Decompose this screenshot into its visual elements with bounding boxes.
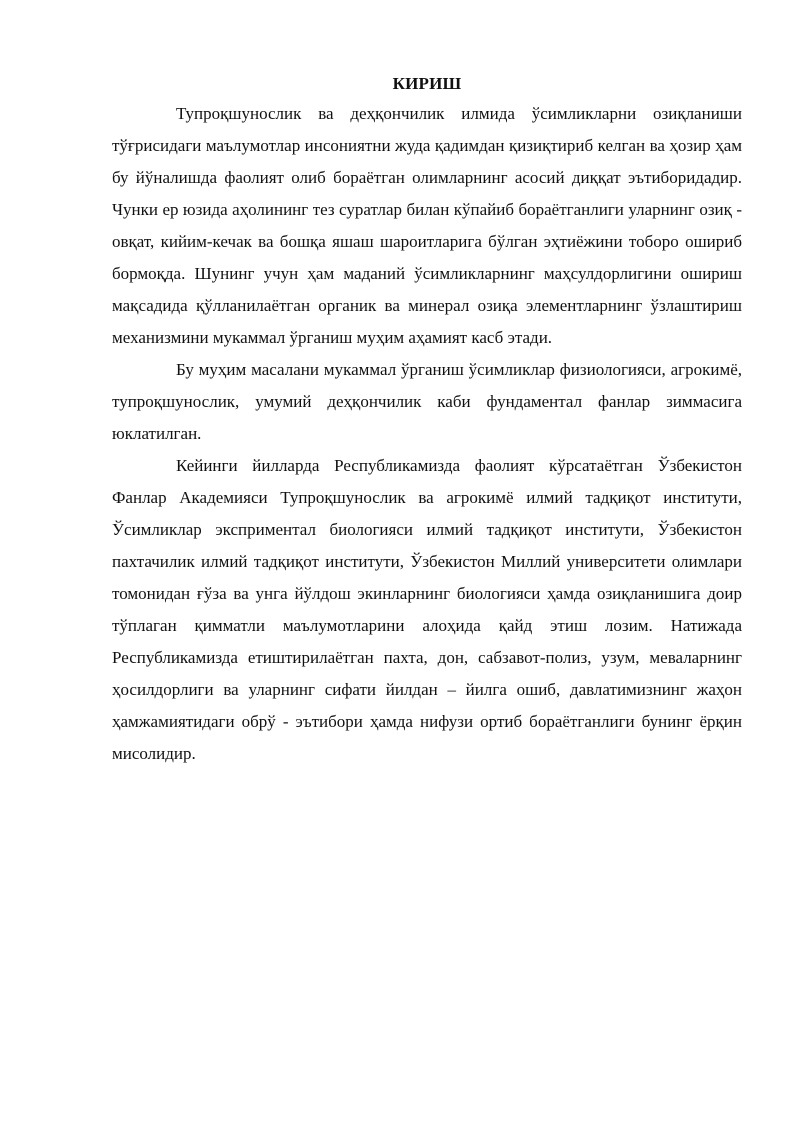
paragraph-2: Бу муҳим масалани мукаммал ўрганиш ўсимликлар физиологияси, агрокимё, тупроқшунослик, умумий деҳқончилик каби фундаментал фанлар зиммасига юклатилган. (112, 360, 742, 443)
document-title: КИРИШ (392, 74, 462, 93)
paragraph-3: Кейинги йилларда Республикамизда фаолият кўрсатаётган Ўзбекистон Фанлар Академияси Тупроқшунослик ва агрокимё илмий тадқиқот институти, Ўсимликлар эксприментал биологияси илмий тадқиқот институти, Ўзбекистон пахтачилик илмий тадқиқот институти, Ўзбекистон Миллий университети олимлари томонидан ғўза ва унга йўлдош экинларнинг биологияси ҳамда озиқланишига доир тўплаган қимматли маълумотларини алоҳида қайд этиш лозим. Натижада Республикамизда етиштирилаётган пахта, дон, сабзавот-полиз, узум, меваларнинг ҳосилдорлиги ва уларнинг сифати йилдан – йилга ошиб, давлатимизнинг жаҳон ҳамжамиятидаги обрў - эътибори ҳамда нифузи ортиб бораётганлиги бунинг ёрқин мисолидир. (112, 456, 742, 763)
paragraph-1: Тупроқшунослик ва деҳқончилик илмида ўсимликларни озиқланиши тўғрисидаги маълумотлар инсониятни жуда қадимдан қизиқтириб келган ва ҳозир ҳам бу йўналишда фаолият олиб бораётган олимларнинг асосий диққат эътиборидадир. Чунки ер юзида аҳолининг тез суратлар билан кўпайиб бораётганлиги уларнинг озиқ - овқат, кийим-кечак ва бошқа яшаш шароитларига бўлган эҳтиёжини тоборо ошириб бормоқда. Шунинг учун ҳам маданий ўсимликларнинг маҳсулдорлигини ошириш мақсадида қўлланилаётган органик ва минерал озиқа элементларнинг ўзлаштириш механизмини мукаммал ўрганиш муҳим аҳамият касб этади. (112, 104, 742, 347)
document-page (112, 74, 742, 770)
